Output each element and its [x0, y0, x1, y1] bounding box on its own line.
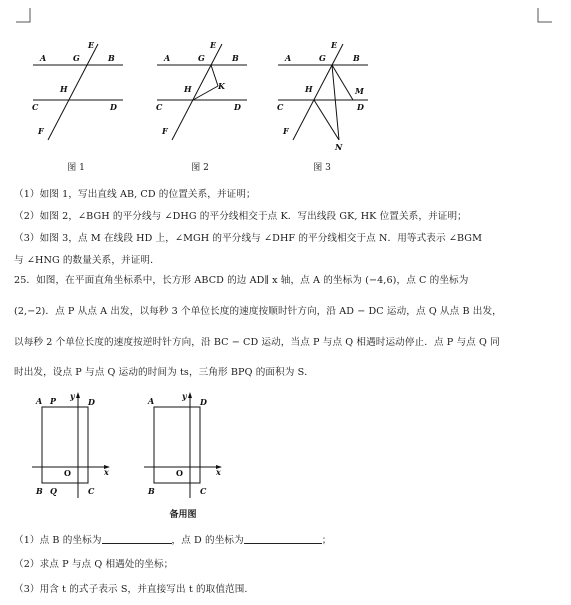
svg-text:x: x	[104, 467, 109, 477]
svg-text:N: N	[335, 142, 343, 152]
q24-part-1: （1）如图 1，写出直线 AB, CD 的位置关系，并证明；	[14, 189, 256, 200]
svg-text:D: D	[88, 397, 95, 407]
q24-part-3a: （3）如图 3，点 M 在线段 HD 上，∠MGH 的平分线与 ∠DHF 的平分线相交于点 N．用等式表示 ∠BGM	[14, 233, 482, 244]
svg-text:P: P	[50, 396, 57, 406]
q25-part-1-end: ；	[321, 535, 332, 546]
svg-text:B: B	[148, 486, 155, 496]
svg-text:G: G	[73, 53, 80, 63]
svg-text:K: K	[218, 81, 225, 91]
svg-text:x: x	[216, 467, 221, 477]
svg-text:H: H	[184, 84, 192, 94]
svg-text:F: F	[162, 126, 168, 136]
svg-text:y: y	[70, 392, 75, 401]
q25-line-3: 以每秒 2 个单位长度的速度按逆时针方向，沿 BC − CD 运动，当点 P 与点 Q 相遇时运动停止．点 P 与点 Q 同	[14, 337, 500, 348]
corner-mark-right	[528, 0, 568, 30]
q25-part-1	[14, 532, 331, 546]
svg-text:O: O	[64, 468, 71, 478]
svg-text:D: D	[234, 102, 241, 112]
svg-text:A: A	[148, 396, 155, 406]
answer-blank-d[interactable]	[244, 534, 322, 544]
figure-1	[28, 36, 128, 146]
q25-line-1: 25．如图，在平面直角坐标系中，长方形 ABCD 的边 AD∥ x 轴，点 A 的坐标为 (−4,6)，点 C 的坐标为	[14, 275, 469, 286]
q25-line-4: 时出发，设点 P 与点 Q 运动的时间为 ts，三角形 BPQ 的面积为 S．	[14, 367, 314, 378]
figure-2-caption: 图 2	[191, 163, 209, 173]
q24-part-3b: 与 ∠HNG 的数量关系，并证明．	[14, 255, 160, 266]
svg-text:B: B	[353, 53, 360, 63]
svg-text:A: A	[40, 53, 47, 63]
figure-3	[273, 36, 373, 154]
svg-text:H: H	[305, 84, 313, 94]
q25-part-3: （3）用含 t 的式子表示 S，并直接写出 t 的取值范围.	[14, 584, 248, 595]
svg-text:C: C	[88, 486, 95, 496]
svg-text:E: E	[88, 40, 95, 50]
figure-3-caption: 图 3	[313, 163, 331, 173]
svg-text:E: E	[331, 40, 338, 50]
q24-part-2: （2）如图 2，∠BGH 的平分线与 ∠DHG 的平分线相交于点 K．写出线段 GK, HK 位置关系，并证明；	[14, 211, 467, 222]
svg-text:F: F	[38, 126, 44, 136]
svg-text:M: M	[355, 86, 364, 96]
q25-part-1-d-label: ，点 D 的坐标为	[171, 535, 244, 546]
corner-mark-left	[0, 0, 40, 30]
q25-part-1-b-label: （1）点 B 的坐标为	[14, 535, 102, 546]
figure-1-caption: 图 1	[67, 163, 85, 173]
svg-text:H: H	[60, 84, 68, 94]
svg-text:C: C	[156, 102, 163, 112]
svg-text:y: y	[182, 392, 187, 401]
spare-coordinate-diagram	[140, 392, 230, 502]
svg-text:B: B	[108, 53, 115, 63]
svg-text:E: E	[210, 40, 217, 50]
svg-text:D: D	[357, 102, 364, 112]
svg-text:F: F	[283, 126, 289, 136]
svg-text:C: C	[277, 102, 284, 112]
spare-diagram-caption: 备用图	[169, 510, 197, 520]
svg-text:G: G	[319, 53, 326, 63]
svg-text:D: D	[110, 102, 117, 112]
svg-text:D: D	[200, 397, 207, 407]
coordinate-diagram	[28, 392, 118, 502]
svg-text:G: G	[198, 53, 205, 63]
svg-text:A: A	[36, 396, 43, 406]
svg-text:A: A	[285, 53, 292, 63]
q25-line-2: (2,−2)．点 P 从点 A 出发，以每秒 3 个单位长度的速度按顺时针方向，沿 AD − DC 运动，点 Q 从点 B 出发，	[14, 306, 502, 317]
q25-part-2: （2）求点 P 与点 Q 相遇处的坐标；	[14, 559, 174, 570]
svg-text:O: O	[176, 468, 183, 478]
svg-text:B: B	[232, 53, 239, 63]
figure-2	[152, 36, 252, 146]
svg-text:A: A	[164, 53, 171, 63]
svg-text:Q: Q	[50, 486, 57, 496]
answer-blank-b[interactable]	[102, 534, 172, 544]
svg-text:C: C	[32, 102, 39, 112]
svg-text:B: B	[36, 486, 43, 496]
svg-text:C: C	[200, 486, 207, 496]
